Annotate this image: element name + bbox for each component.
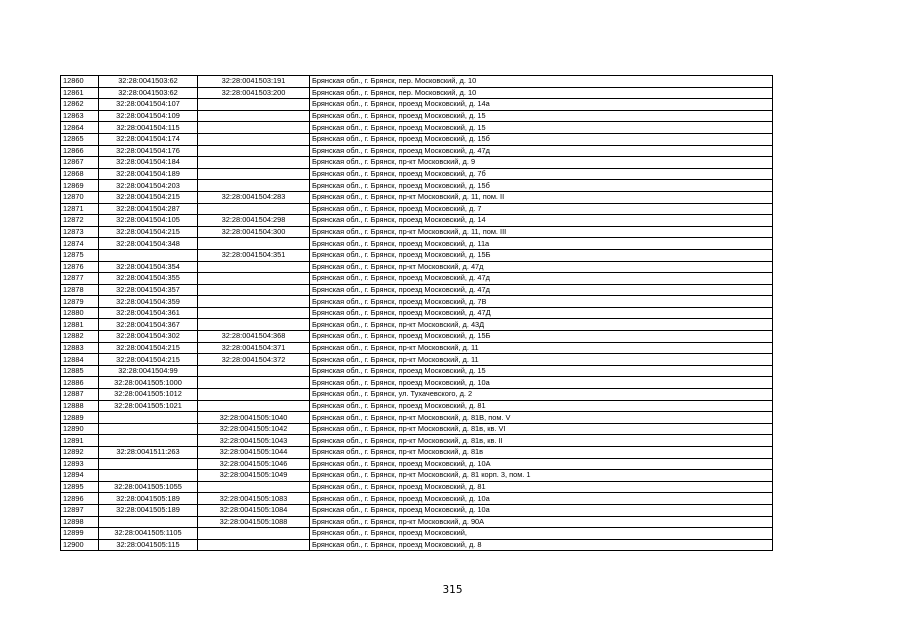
address-cell: Брянская обл., г. Брянск, проезд Московский, д. 47д <box>310 284 773 296</box>
object-cadastral-number-cell: 32:28:0041505:1043 <box>198 435 310 447</box>
record-number-cell: 12893 <box>61 458 99 470</box>
record-number-cell: 12872 <box>61 215 99 227</box>
table-row <box>61 296 773 308</box>
parcel-cadastral-number-cell: 32:28:0041503:62 <box>99 76 198 88</box>
record-number-cell: 12896 <box>61 493 99 505</box>
table-row <box>61 331 773 343</box>
address-cell: Брянская обл., г. Брянск, проезд Московский, д. 15 <box>310 365 773 377</box>
record-number-cell: 12890 <box>61 423 99 435</box>
table-row <box>61 423 773 435</box>
object-cadastral-number-cell <box>198 110 310 122</box>
table-row <box>61 319 773 331</box>
table-row <box>61 365 773 377</box>
table-row <box>61 157 773 169</box>
parcel-cadastral-number-cell: 32:28:0041505:115 <box>99 539 198 551</box>
table-row <box>61 180 773 192</box>
record-number-cell: 12892 <box>61 447 99 459</box>
address-cell: Брянская обл., г. Брянск, пр-кт Московский, д. 9 <box>310 157 773 169</box>
parcel-cadastral-number-cell: 32:28:0041504:107 <box>99 99 198 111</box>
table-row <box>61 354 773 366</box>
object-cadastral-number-cell <box>198 365 310 377</box>
address-cell: Брянская обл., г. Брянск, проезд Московский, д. 7В <box>310 296 773 308</box>
table-row <box>61 435 773 447</box>
table-row <box>61 215 773 227</box>
parcel-cadastral-number-cell: 32:28:0041504:302 <box>99 331 198 343</box>
object-cadastral-number-cell: 32:28:0041505:1083 <box>198 493 310 505</box>
parcel-cadastral-number-cell <box>99 423 198 435</box>
parcel-cadastral-number-cell: 32:28:0041511:263 <box>99 447 198 459</box>
record-number-cell: 12885 <box>61 365 99 377</box>
record-number-cell: 12867 <box>61 157 99 169</box>
record-number-cell: 12876 <box>61 261 99 273</box>
table-row <box>61 493 773 505</box>
registry-table-body <box>61 76 773 551</box>
parcel-cadastral-number-cell: 32:28:0041504:367 <box>99 319 198 331</box>
table-row <box>61 273 773 285</box>
record-number-cell: 12880 <box>61 307 99 319</box>
record-number-cell: 12899 <box>61 528 99 540</box>
object-cadastral-number-cell <box>198 319 310 331</box>
parcel-cadastral-number-cell: 32:28:0041504:215 <box>99 226 198 238</box>
page-number: 315 <box>442 584 463 596</box>
table-row <box>61 412 773 424</box>
parcel-cadastral-number-cell: 32:28:0041505:1105 <box>99 528 198 540</box>
parcel-cadastral-number-cell: 32:28:0041504:215 <box>99 342 198 354</box>
parcel-cadastral-number-cell: 32:28:0041504:176 <box>99 145 198 157</box>
address-cell: Брянская обл., г. Брянск, проезд Московский, д. 10а <box>310 504 773 516</box>
table-row <box>61 76 773 88</box>
parcel-cadastral-number-cell: 32:28:0041505:189 <box>99 493 198 505</box>
record-number-cell: 12895 <box>61 481 99 493</box>
record-number-cell: 12865 <box>61 133 99 145</box>
address-cell: Брянская обл., г. Брянск, проезд Московский, д. 47Д <box>310 307 773 319</box>
address-cell: Брянская обл., г. Брянск, проезд Московский, д. 10а <box>310 493 773 505</box>
parcel-cadastral-number-cell: 32:28:0041504:184 <box>99 157 198 169</box>
record-number-cell: 12862 <box>61 99 99 111</box>
table-row <box>61 87 773 99</box>
record-number-cell: 12863 <box>61 110 99 122</box>
table-row <box>61 539 773 551</box>
object-cadastral-number-cell <box>198 168 310 180</box>
table-row <box>61 238 773 250</box>
record-number-cell: 12891 <box>61 435 99 447</box>
parcel-cadastral-number-cell <box>99 249 198 261</box>
parcel-cadastral-number-cell: 32:28:0041504:287 <box>99 203 198 215</box>
table-row <box>61 145 773 157</box>
object-cadastral-number-cell: 32:28:0041505:1044 <box>198 447 310 459</box>
table-row <box>61 481 773 493</box>
table-row <box>61 447 773 459</box>
object-cadastral-number-cell: 32:28:0041505:1040 <box>198 412 310 424</box>
parcel-cadastral-number-cell: 32:28:0041504:99 <box>99 365 198 377</box>
table-row <box>61 133 773 145</box>
record-number-cell: 12870 <box>61 191 99 203</box>
object-cadastral-number-cell <box>198 122 310 134</box>
record-number-cell: 12884 <box>61 354 99 366</box>
address-cell: Брянская обл., г. Брянск, пр-кт Московский, д. 47д <box>310 261 773 273</box>
object-cadastral-number-cell <box>198 528 310 540</box>
address-cell: Брянская обл., г. Брянск, пер. Московский, д. 10 <box>310 87 773 99</box>
record-number-cell: 12887 <box>61 389 99 401</box>
cadastral-registry-table <box>60 75 773 551</box>
record-number-cell: 12873 <box>61 226 99 238</box>
object-cadastral-number-cell <box>198 400 310 412</box>
address-cell: Брянская обл., г. Брянск, проезд Московский, д. 7б <box>310 168 773 180</box>
address-cell: Брянская обл., г. Брянск, проезд Московский, д. 10А <box>310 458 773 470</box>
object-cadastral-number-cell <box>198 133 310 145</box>
object-cadastral-number-cell <box>198 145 310 157</box>
parcel-cadastral-number-cell: 32:28:0041504:203 <box>99 180 198 192</box>
parcel-cadastral-number-cell: 32:28:0041504:215 <box>99 354 198 366</box>
record-number-cell: 12879 <box>61 296 99 308</box>
object-cadastral-number-cell <box>198 539 310 551</box>
table-row <box>61 389 773 401</box>
table-row <box>61 307 773 319</box>
record-number-cell: 12897 <box>61 504 99 516</box>
parcel-cadastral-number-cell: 32:28:0041505:1000 <box>99 377 198 389</box>
record-number-cell: 12878 <box>61 284 99 296</box>
object-cadastral-number-cell <box>198 273 310 285</box>
record-number-cell: 12875 <box>61 249 99 261</box>
record-number-cell: 12866 <box>61 145 99 157</box>
record-number-cell: 12869 <box>61 180 99 192</box>
record-number-cell: 12877 <box>61 273 99 285</box>
address-cell: Брянская обл., г. Брянск, проезд Московский, д. 15Б <box>310 249 773 261</box>
record-number-cell: 12883 <box>61 342 99 354</box>
table-row <box>61 528 773 540</box>
parcel-cadastral-number-cell <box>99 458 198 470</box>
address-cell: Брянская обл., г. Брянск, проезд Московский, <box>310 528 773 540</box>
table-row <box>61 342 773 354</box>
address-cell: Брянская обл., г. Брянск, проезд Московский, д. 15 <box>310 122 773 134</box>
parcel-cadastral-number-cell: 32:28:0041504:357 <box>99 284 198 296</box>
table-row <box>61 284 773 296</box>
address-cell: Брянская обл., г. Брянск, проезд Московский, д. 15б <box>310 180 773 192</box>
object-cadastral-number-cell: 32:28:0041503:200 <box>198 87 310 99</box>
table-row <box>61 99 773 111</box>
address-cell: Брянская обл., г. Брянск, пр-кт Московский, д. 81в <box>310 447 773 459</box>
object-cadastral-number-cell: 32:28:0041504:372 <box>198 354 310 366</box>
object-cadastral-number-cell <box>198 180 310 192</box>
address-cell: Брянская обл., г. Брянск, проезд Московский, д. 14 <box>310 215 773 227</box>
object-cadastral-number-cell: 32:28:0041505:1084 <box>198 504 310 516</box>
address-cell: Брянская обл., г. Брянск, пр-кт Московский, д. 81 корп. 3, пом. 1 <box>310 470 773 482</box>
record-number-cell: 12889 <box>61 412 99 424</box>
table-row <box>61 249 773 261</box>
address-cell: Брянская обл., г. Брянск, проезд Московский, д. 7 <box>310 203 773 215</box>
table-row <box>61 458 773 470</box>
parcel-cadastral-number-cell: 32:28:0041504:348 <box>99 238 198 250</box>
object-cadastral-number-cell <box>198 481 310 493</box>
parcel-cadastral-number-cell: 32:28:0041503:62 <box>99 87 198 99</box>
address-cell: Брянская обл., г. Брянск, пр-кт Московский, д. 81В, пом. V <box>310 412 773 424</box>
object-cadastral-number-cell <box>198 389 310 401</box>
parcel-cadastral-number-cell: 32:28:0041504:115 <box>99 122 198 134</box>
address-cell: Брянская обл., г. Брянск, проезд Московский, д. 15б <box>310 133 773 145</box>
object-cadastral-number-cell: 32:28:0041504:283 <box>198 191 310 203</box>
address-cell: Брянская обл., г. Брянск, пр-кт Московский, д. 81в, кв. VI <box>310 423 773 435</box>
address-cell: Брянская обл., г. Брянск, пер. Московский, д. 10 <box>310 76 773 88</box>
address-cell: Брянская обл., г. Брянск, пр-кт Московский, д. 11, пом. II <box>310 191 773 203</box>
object-cadastral-number-cell <box>198 157 310 169</box>
table-row <box>61 226 773 238</box>
record-number-cell: 12860 <box>61 76 99 88</box>
parcel-cadastral-number-cell: 32:28:0041505:1055 <box>99 481 198 493</box>
record-number-cell: 12861 <box>61 87 99 99</box>
table-row <box>61 122 773 134</box>
parcel-cadastral-number-cell: 32:28:0041504:109 <box>99 110 198 122</box>
record-number-cell: 12874 <box>61 238 99 250</box>
record-number-cell: 12894 <box>61 470 99 482</box>
parcel-cadastral-number-cell <box>99 470 198 482</box>
object-cadastral-number-cell: 32:28:0041504:298 <box>198 215 310 227</box>
parcel-cadastral-number-cell: 32:28:0041504:189 <box>99 168 198 180</box>
parcel-cadastral-number-cell: 32:28:0041504:354 <box>99 261 198 273</box>
record-number-cell: 12900 <box>61 539 99 551</box>
table-row <box>61 110 773 122</box>
object-cadastral-number-cell: 32:28:0041505:1046 <box>198 458 310 470</box>
address-cell: Брянская обл., г. Брянск, проезд Московский, д. 10а <box>310 377 773 389</box>
object-cadastral-number-cell: 32:28:0041504:368 <box>198 331 310 343</box>
parcel-cadastral-number-cell: 32:28:0041505:1021 <box>99 400 198 412</box>
object-cadastral-number-cell <box>198 261 310 273</box>
table-row <box>61 191 773 203</box>
parcel-cadastral-number-cell: 32:28:0041504:174 <box>99 133 198 145</box>
object-cadastral-number-cell: 32:28:0041504:351 <box>198 249 310 261</box>
object-cadastral-number-cell: 32:28:0041505:1049 <box>198 470 310 482</box>
parcel-cadastral-number-cell: 32:28:0041504:355 <box>99 273 198 285</box>
address-cell: Брянская обл., г. Брянск, проезд Московский, д. 47д <box>310 273 773 285</box>
address-cell: Брянская обл., г. Брянск, проезд Московский, д. 15Б <box>310 331 773 343</box>
address-cell: Брянская обл., г. Брянск, пр-кт Московский, д. 81в, кв. II <box>310 435 773 447</box>
address-cell: Брянская обл., г. Брянск, пр-кт Московский, д. 11 <box>310 342 773 354</box>
address-cell: Брянская обл., г. Брянск, проезд Московский, д. 14а <box>310 99 773 111</box>
record-number-cell: 12886 <box>61 377 99 389</box>
parcel-cadastral-number-cell <box>99 516 198 528</box>
table-row <box>61 516 773 528</box>
object-cadastral-number-cell <box>198 296 310 308</box>
address-cell: Брянская обл., г. Брянск, пр-кт Московский, д. 11, пом. III <box>310 226 773 238</box>
parcel-cadastral-number-cell <box>99 435 198 447</box>
table-row <box>61 261 773 273</box>
record-number-cell: 12868 <box>61 168 99 180</box>
record-number-cell: 12882 <box>61 331 99 343</box>
address-cell: Брянская обл., г. Брянск, проезд Московский, д. 15 <box>310 110 773 122</box>
address-cell: Брянская обл., г. Брянск, ул. Тухачевского, д. 2 <box>310 389 773 401</box>
address-cell: Брянская обл., г. Брянск, проезд Московский, д. 47д <box>310 145 773 157</box>
object-cadastral-number-cell: 32:28:0041505:1088 <box>198 516 310 528</box>
parcel-cadastral-number-cell: 32:28:0041504:361 <box>99 307 198 319</box>
parcel-cadastral-number-cell: 32:28:0041505:1012 <box>99 389 198 401</box>
address-cell: Брянская обл., г. Брянск, проезд Московский, д. 11а <box>310 238 773 250</box>
parcel-cadastral-number-cell <box>99 412 198 424</box>
record-number-cell: 12881 <box>61 319 99 331</box>
object-cadastral-number-cell <box>198 203 310 215</box>
object-cadastral-number-cell <box>198 284 310 296</box>
table-row <box>61 470 773 482</box>
object-cadastral-number-cell <box>198 307 310 319</box>
record-number-cell: 12898 <box>61 516 99 528</box>
table-row <box>61 203 773 215</box>
parcel-cadastral-number-cell: 32:28:0041504:105 <box>99 215 198 227</box>
address-cell: Брянская обл., г. Брянск, проезд Московский, д. 81 <box>310 400 773 412</box>
table-row <box>61 400 773 412</box>
parcel-cadastral-number-cell: 32:28:0041504:215 <box>99 191 198 203</box>
address-cell: Брянская обл., г. Брянск, пр-кт Московский, д. 90А <box>310 516 773 528</box>
object-cadastral-number-cell: 32:28:0041504:371 <box>198 342 310 354</box>
record-number-cell: 12871 <box>61 203 99 215</box>
object-cadastral-number-cell <box>198 377 310 389</box>
table-row <box>61 168 773 180</box>
object-cadastral-number-cell <box>198 238 310 250</box>
address-cell: Брянская обл., г. Брянск, пр-кт Московский, д. 11 <box>310 354 773 366</box>
address-cell: Брянская обл., г. Брянск, проезд Московский, д. 8 <box>310 539 773 551</box>
table-row <box>61 377 773 389</box>
record-number-cell: 12864 <box>61 122 99 134</box>
parcel-cadastral-number-cell: 32:28:0041504:359 <box>99 296 198 308</box>
parcel-cadastral-number-cell: 32:28:0041505:189 <box>99 504 198 516</box>
object-cadastral-number-cell: 32:28:0041505:1042 <box>198 423 310 435</box>
object-cadastral-number-cell: 32:28:0041504:300 <box>198 226 310 238</box>
object-cadastral-number-cell <box>198 99 310 111</box>
address-cell: Брянская обл., г. Брянск, пр-кт Московский, д. 43Д <box>310 319 773 331</box>
address-cell: Брянская обл., г. Брянск, проезд Московский, д. 81 <box>310 481 773 493</box>
object-cadastral-number-cell: 32:28:0041503:191 <box>198 76 310 88</box>
record-number-cell: 12888 <box>61 400 99 412</box>
table-row <box>61 504 773 516</box>
